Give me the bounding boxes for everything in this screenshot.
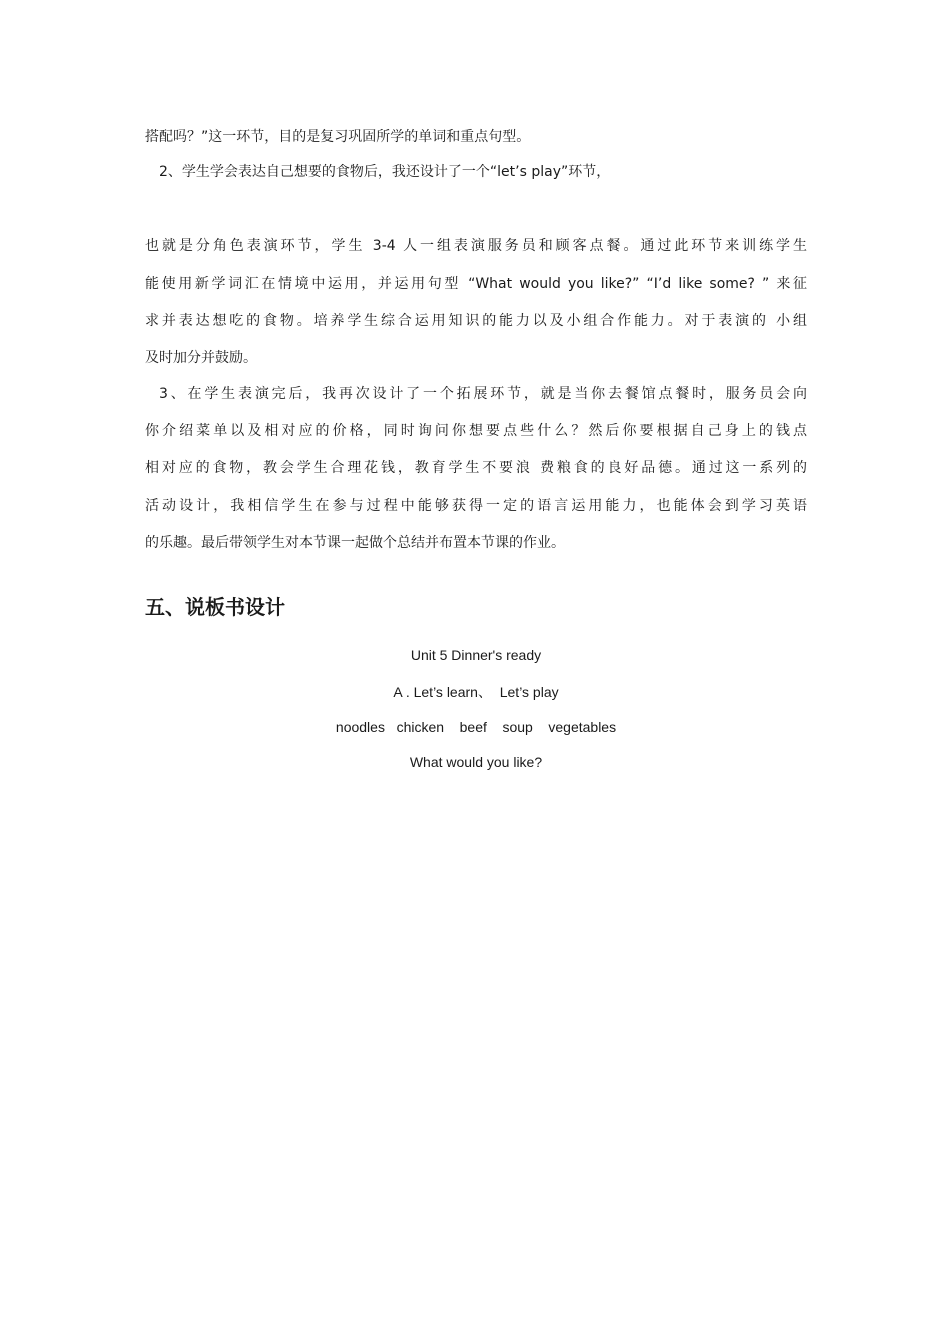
paragraph-line-4: 能使用新学词汇在情境中运用，并运用句型 “What would you like?” “I’d like some? ” 来征: [145, 276, 807, 292]
section-heading: 五、说板书设计: [145, 595, 285, 619]
paragraph-line-3: 也就是分角色表演环节，学生 3-4 人一组表演服务员和顾客点餐。通过此环节来训练学生: [145, 238, 807, 254]
paragraph-line-1: 搭配吗？”这一环节，目的是复习巩固所学的单词和重点句型。: [145, 129, 531, 145]
board-vocabulary: noodles chicken beef soup vegetables: [335, 719, 617, 735]
paragraph-line-9: 相对应的食物，教会学生合理花钱，教育学生不要浪 费粮食的良好品德。通过这一系列的: [145, 460, 807, 476]
paragraph-line-7: 3、在学生表演完后，我再次设计了一个拓展环节，就是当你去餐馆点餐时，服务员会向: [159, 386, 807, 402]
board-title: Unit 5 Dinner's ready: [410, 647, 542, 663]
paragraph-line-2: 2、学生学会表达自己想要的食物后，我还设计了一个“let’s play”环节，: [159, 164, 611, 180]
paragraph-line-8: 你介绍菜单以及相对应的价格，同时询问你想要点些什么？然后你要根据自己身上的钱点: [145, 423, 807, 439]
paragraph-line-6: 及时加分并鼓励。: [145, 350, 257, 366]
board-section: A . Let’s learn、 Let’s play: [393, 684, 559, 700]
paragraph-line-10: 活动设计，我相信学生在参与过程中能够获得一定的语言运用能力，也能体会到学习英语: [145, 498, 807, 514]
board-question: What would you like?: [409, 754, 543, 770]
paragraph-line-11: 的乐趣。最后带领学生对本节课一起做个总结并布置本节课的作业。: [145, 535, 565, 551]
paragraph-line-5: 求并表达想吃的食物。培养学生综合运用知识的能力以及小组合作能力。对于表演的 小组: [145, 313, 807, 329]
